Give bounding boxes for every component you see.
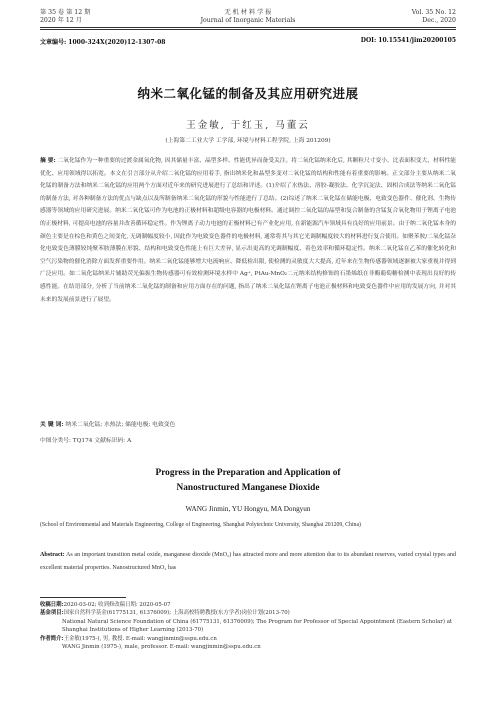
abstract-cn-label: 摘 要: <box>40 158 56 164</box>
footnote-author-line-2: WANG Jinmin (1975-), male, professor. E-mail: wangjinmin@sspu.edu.cn <box>62 644 261 651</box>
date-en: Dec., 2020 <box>422 17 456 24</box>
keywords-cn <box>40 419 456 428</box>
classification-cn: 中图分类号: TQ174 文献标识码: A <box>40 438 132 444</box>
date-cn: 2020 年 12 月 <box>40 17 82 24</box>
authors-cn: 王金敏, 于红玉, 马董云 <box>186 120 310 131</box>
header-rule-thick <box>40 27 456 28</box>
keywords-cn-label: 关 键 词: <box>40 422 64 428</box>
title-en <box>0 466 496 496</box>
journal-name-cn: 无 机 材 料 学 报 <box>224 9 272 16</box>
title-en-line-1: Progress in the Preparation and Application of <box>155 468 341 478</box>
footnote-fund <box>40 609 456 617</box>
footnote-received-label: 收稿日期: <box>40 602 64 608</box>
footnote-author-label: 作者简介: <box>40 635 64 642</box>
abstract-en-label: Abstract: <box>40 552 65 558</box>
abstract-cn-text: 二氧化锰作为一种重要的过渡金属氧化物, 因其储量丰富、晶型多样、性能优异而备受关注。将二氧化锰纳米化后, 其颗粒尺寸变小、比表面积变大、材料性能优化、应用领域得以拓宽。本文在引言部分从介绍二氧化锰的应用着手, 指出纳米化和晶型多变对二氧化锰的结构和性能有着重要的影响。正文部分主要从纳米二氧化锰的制备方法和纳米二氧化锰的应用两个方面对近年来的研究进展进行了总结和评述。(1)介绍了水热法、溶胶-凝胶法、化学沉淀法、固相合成法等纳米二氧化锰的制备方法, 对各种制备方法的优点与缺点以及所制备纳米二氧化锰的形貌与性能进行了总结。(2)综述了纳米二氧化锰在储能电极、电致变色器件、催化剂、生物传感器等领域的应用研究进展。纳米二氧化锰可作为电池的正极材料和超级电容器的电极材料。通过调控二氧化锰的晶型和复合制备的含锰复合氧化物用于锂离子电池的正极材料, 可提高电池的容量并改善循环稳定性。作为锂离子动力电池的正极材料已有产业化应用, 在新能源汽车领域具有良好的应用前景。由于纳二氧化锰本身的颜色主要是在棕色和黄色之间变化, 无调制幅度较小, 因此作为电致变色器件的电极材料, 通常将其与其它光调制幅度较大的材料进行复合使用。如聚苯胺/二氧化锰杂化电致变色薄膜较纯聚苯胺薄膜在形貌、结构和电致变色性能上有巨大差异, 显示出更高的光调制幅度、着色效率和循环稳定性。纳米二氧化锰在乙苯的催化转化和空气污染物的催化消除方面发挥重要作用。纳米二氧化锰能够增大电流响应、降低检出限, 使检测的灵敏度大大提高, 近年来在生物传感器领域逐渐被大家重视并得到广泛应用。如二氧化锰纳米片辅助荧光偏振生物传感器可有效检测环境水样中 Ag⁺, PtAu-MnO₂二元纳米结构修饰的石墨烯纸在非酶葡萄糖检测中表现出良好的传感性能。在结语部分, 分析了当前纳米二氧化锰的制备和应用方面存在的问题, 指出了纳米二氧化锰在锂离子电池正极材料和电致变色器件中应用的发展方向, 并对其未来的发展前景进行了展望。 <box>40 158 457 303</box>
footnote-author <box>40 635 456 643</box>
header-right <box>412 9 456 25</box>
affiliation-en: (School of Environmental and Materials Engineering, College of Engineering, Shanghai Polytechnic University, Shanghai 201209, China) <box>40 522 361 528</box>
article-id: 文章编号: 1000-324X(2020)12-1307-08 <box>40 39 166 46</box>
footnote-author-line-1: 王金敏(1975-), 男, 教授. E-mail: wangjinmin@sspu.edu.cn <box>63 635 217 642</box>
footnote-fund-line-2: National Natural Science Foundation of China (61775131, 61376009); The Program for Professor of Special Appointment (Eastern Scholar) at Shanghai Institutions of Higher Learning (2013-70) <box>62 618 453 634</box>
volume-cn: 第 35 卷 第 12 期 <box>40 9 91 16</box>
volume-en: Vol. 35 No. 12 <box>411 9 456 16</box>
footnote-fund-line-1: 国家自然科学基金(61775131, 61376009); 上海高校特聘教授(东方学者)岗位计划(2013-70) <box>63 610 290 617</box>
footnotes <box>40 601 456 651</box>
footnote-fund-label: 基金项目: <box>40 610 64 617</box>
header-rule-thin <box>40 29 456 30</box>
affiliation-cn: (上海第二工业大学 工学部, 环境与材料工程学院, 上海 201209) <box>165 138 331 144</box>
footnote-received <box>40 601 456 609</box>
authors-en: WANG Jinmin, YU Hongyu, MA Dongyun <box>185 505 311 513</box>
title-cn: 纳米二氧化锰的制备及其应用研究进展 <box>137 86 359 101</box>
journal-name-en: Journal of Inorganic Materials <box>200 17 296 24</box>
abstract-en-text: As an important transition metal oxide, manganese dioxide (MnO₂) has attracted more and more attention due to its abundant reserves, varied crystal types and excellent material properties. Nanostructured MnO₂ has <box>40 552 457 571</box>
keywords-cn-text: 纳米二氧化锰; 水热法; 储能电极; 电致变色 <box>65 422 176 428</box>
footnote-rule <box>40 597 126 598</box>
doi: DOI: 10.15541/jim20200105 <box>360 37 456 44</box>
footnote-received-text: 2020-03-02; 收到修改稿日期: 2020-05-07 <box>63 602 171 608</box>
title-en-line-2: Nanostructured Manganese Dioxide <box>176 483 320 493</box>
abstract-cn <box>40 155 456 306</box>
abstract-en <box>40 549 456 574</box>
